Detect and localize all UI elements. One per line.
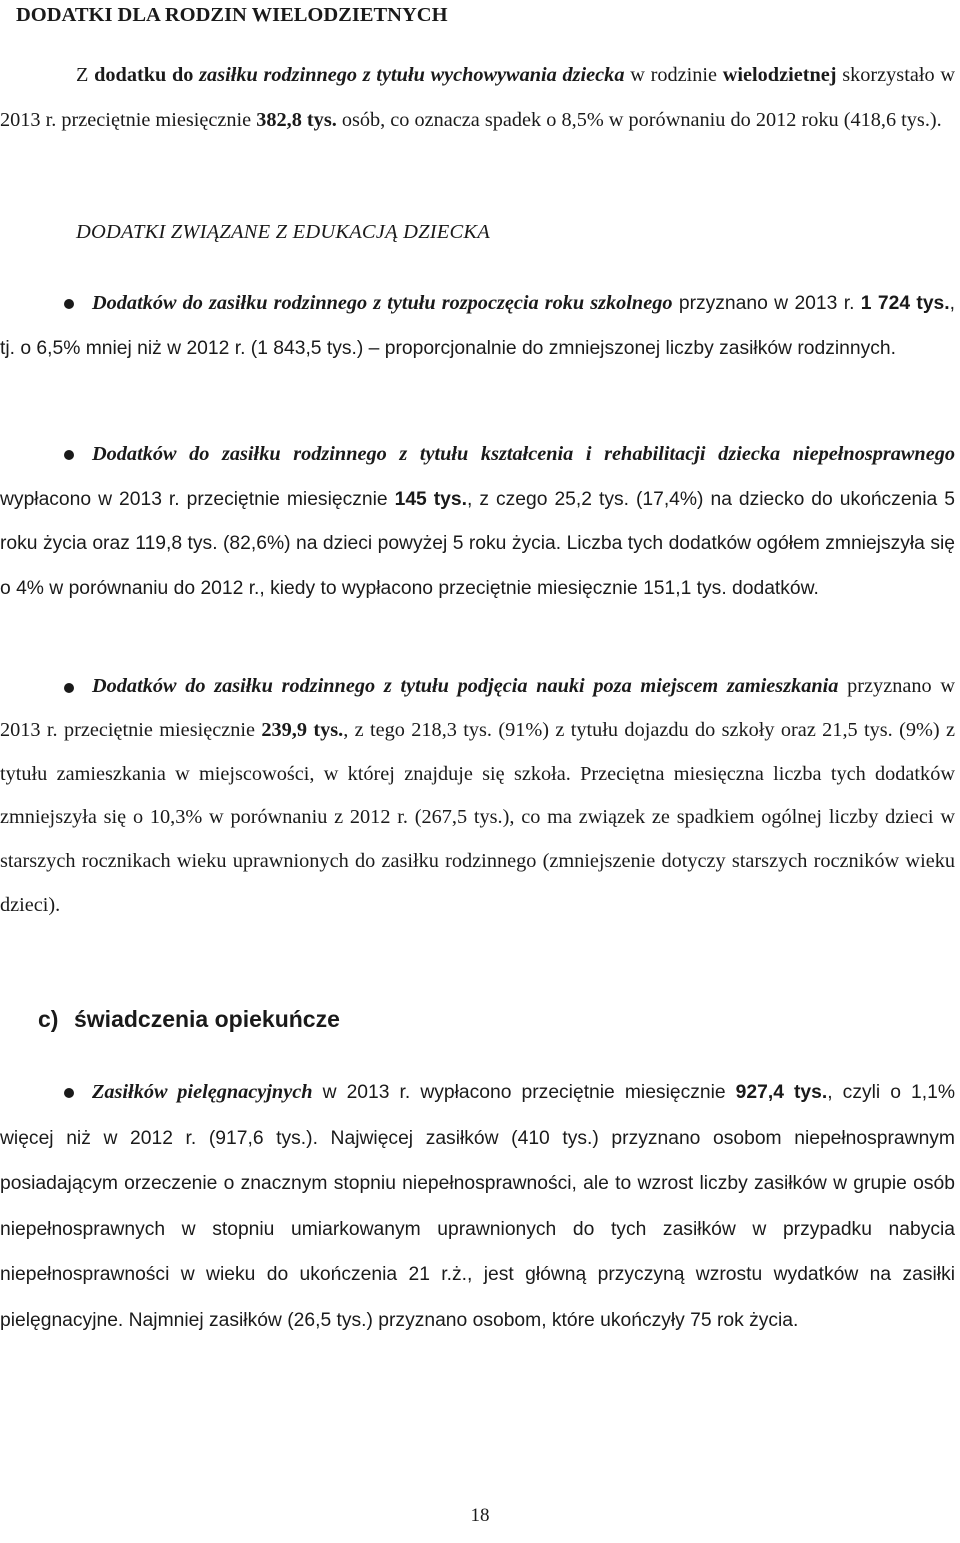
- text-run: przyznano w 2013 r. przeciętnie miesięcznie: [0, 675, 955, 741]
- text-run-bold: wielodzietnej: [722, 64, 837, 86]
- text-run: osób, co oznacza spadek o 8,5% w porównaniu do 2012 roku (418,6 tys.).: [336, 108, 942, 131]
- text-run-bold: dodatku do: [94, 64, 200, 86]
- text-run: , z tego 218,3 tys. (91%) z tytułu dojazdu do szkoły oraz 21,5 tys. (9%) z tytułu zamieszkania w miejscowości, w której znajduje się szkoła. Przeciętna miesięczna liczba tych dodatków zmniejszyła się o 10,3% w porównaniu z 2012 r. (267,5 tys.), co ma związek ze spadkiem ogólnej liczby dzieci w starszych rocznikach wieku uprawnionych do zasiłku rodzinnego (zmniejszenie dotyczy starszych roczników wieku dzieci).: [0, 718, 956, 916]
- text-run-bold-italic: zasiłku rodzinnego z tytułu wychowywania dziecka: [199, 64, 625, 86]
- text-run: , tj. o 6,5% mniej niż w 2012 r. (1 843,5 tys.) – proporcjonalnie do zmniejszonej liczby zasiłków rodzinnych.: [0, 293, 955, 359]
- text-run: , czyli o 1,1% więcej niż w 2012 r. (917,6 tys.). Najwięcej zasiłków (410 tys.) przyznano osobom niepełnosprawnym posiadającym orzeczenie o znacznym stopniu niepełnosprawności, ale to wzrost liczby zasiłków w grupie osób niepełnosprawnych w stopniu umiarkowanym uprawnionych do tych zasiłków w przypadku nabycia niepełnosprawności w wieku do ukończenia 21 r.ż., jest główną przyczyną wzrostu wydatków na zasiłki pielęgnacyjne. Najmniej zasiłków (26,5 tys.) przyznano osobom, które ukończyły 75 rok życia.: [0, 1082, 955, 1331]
- text-run-bold-italic: Dodatków do zasiłku rodzinnego z tytułu rozpoczęcia roku szkolnego: [92, 292, 673, 314]
- text-run-bold-italic: Dodatków do zasiłku rodzinnego z tytułu kształcenia i rehabilitacji dziecka niepełnosprawnego: [92, 443, 955, 465]
- bullet-school-year-start: [0, 281, 955, 371]
- text-run-bold: 927,4 tys.: [735, 1082, 828, 1103]
- text-run: w rodzinie: [624, 64, 723, 86]
- text-run-bold-italic: Zasiłków pielęgnacyjnych: [92, 1081, 313, 1103]
- section-label: c): [38, 1006, 59, 1032]
- text-run: w 2013 r. wypłacono przeciętnie miesięcznie: [312, 1082, 736, 1103]
- bullet-study-away-from-home: [0, 665, 955, 928]
- text-run-bold: 239,9 tys.: [261, 718, 344, 741]
- text-run: wypłacono w 2013 r. przeciętnie miesięcznie: [0, 488, 395, 510]
- paragraph-large-families: [0, 53, 955, 142]
- text-run: Z: [76, 64, 95, 86]
- page-number: 18: [470, 1505, 490, 1526]
- text-run-bold: 1 724 tys.: [860, 293, 950, 314]
- section-title: świadczenia opiekuńcze: [74, 1006, 340, 1032]
- text-run: skorzystało w 2013 r. przeciętnie miesięcznie: [0, 64, 955, 131]
- section-heading-large-families: DODATKI DLA RODZIN WIELODZIETNYCH: [16, 4, 448, 26]
- section-heading-education: DODATKI ZWIĄZANE Z EDUKACJĄ DZIECKA: [76, 221, 490, 243]
- section-heading-care-benefits: [38, 1002, 638, 1036]
- bullet-education-rehabilitation: [0, 432, 955, 611]
- bullet-care-allowances: [0, 1070, 955, 1344]
- text-run: przyznano w 2013 r.: [672, 293, 861, 314]
- text-run-bold: 382,8 tys.: [256, 108, 337, 131]
- text-run-bold-italic: Dodatków do zasiłku rodzinnego z tytułu podjęcia nauki poza miejscem zamieszkania: [92, 675, 839, 697]
- text-run: , z czego 25,2 tys. (17,4%) na dziecko do ukończenia 5 roku życia oraz 119,8 tys. (82,6%) na dzieci powyżej 5 roku życia. Liczba tych dodatków ogółem zmniejszyła się o 4% w porównaniu do 2012 r., kiedy to wypłacono przeciętnie miesięcznie 151,1 tys. dodatków.: [0, 488, 955, 599]
- text-run-bold: 145 tys.: [394, 488, 467, 510]
